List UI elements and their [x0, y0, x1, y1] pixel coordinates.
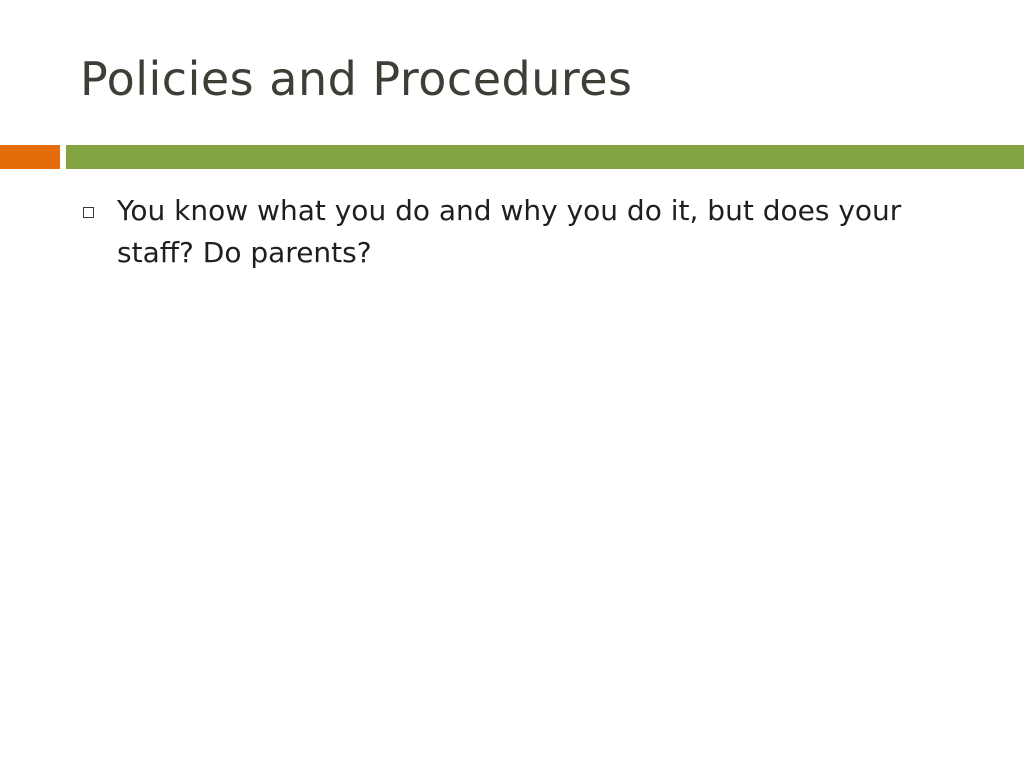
accent-bar-green	[66, 145, 1024, 169]
slide-title: Policies and Procedures	[80, 52, 633, 106]
bullet-list	[80, 190, 980, 274]
bullet-item	[80, 190, 980, 274]
hollow-square-bullet-icon	[83, 207, 94, 218]
bullet-text: You know what you do and why you do it, but does your staff? Do parents?	[117, 194, 902, 269]
accent-bar-orange	[0, 145, 60, 169]
